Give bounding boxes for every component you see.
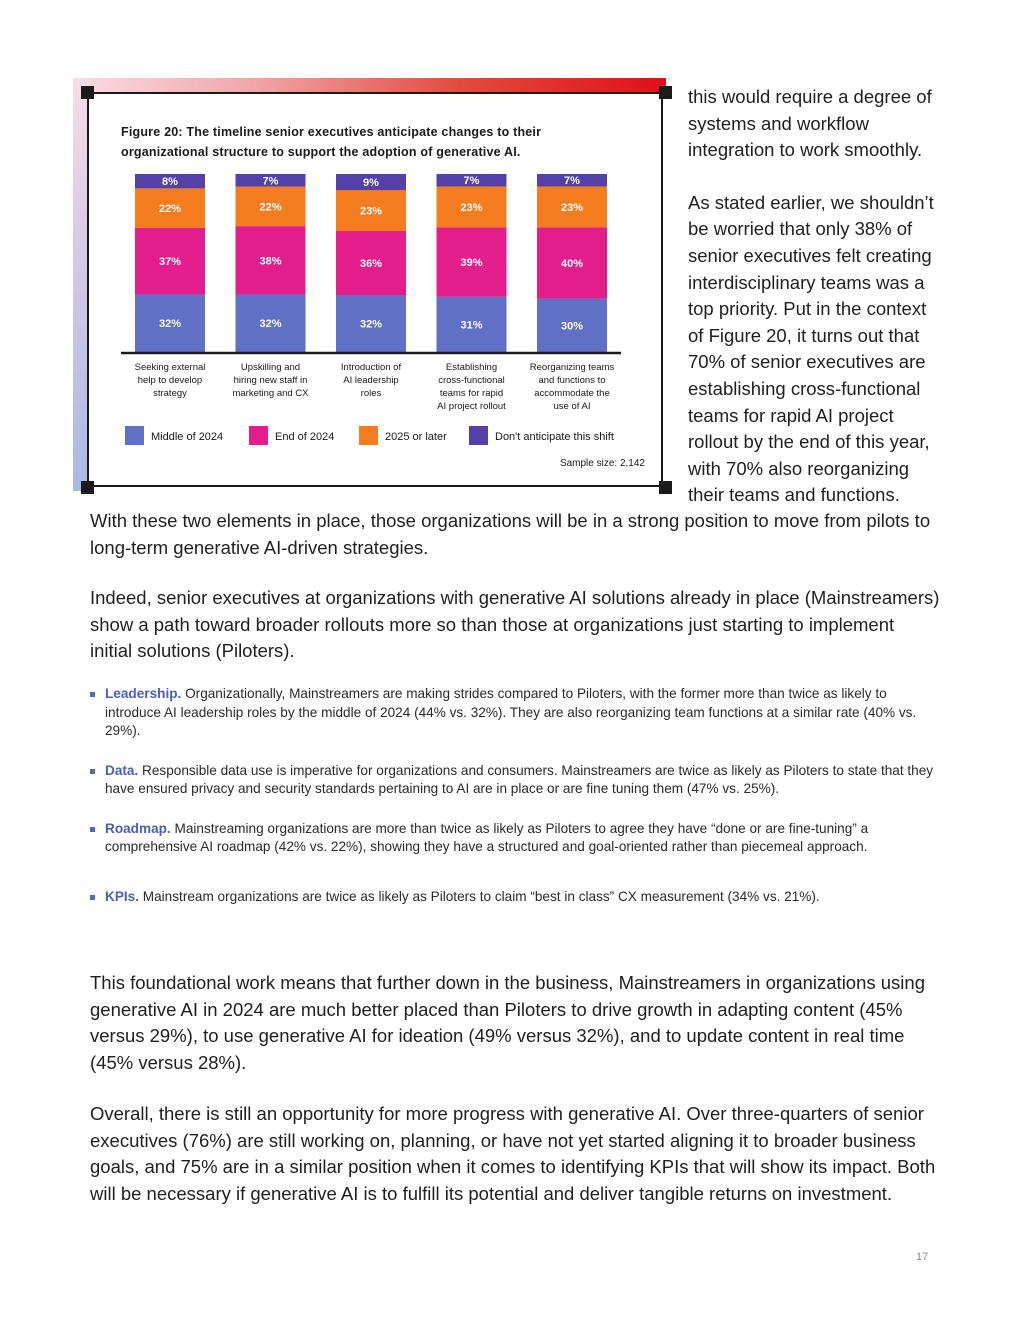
category-label: hiring new staff in [233,375,308,386]
bullet-item [90,762,935,799]
corner-marker [81,481,94,494]
bullet-lead: Leadership. [105,686,182,701]
stacked-bar-chart [89,94,665,489]
data-label: 39% [460,257,483,270]
side-column-text [688,84,938,535]
legend-swatch [125,426,144,445]
bullet-text: Responsible data use is imperative for organizations and consumers. Mainstreamers are twice as likely as Piloters to state that they have ensured privacy and security standards pertaining to AI are in place or are fine tuning them (47% vs. 25%). [105,762,934,796]
body-paragraph: Indeed, senior executives at organizations with generative AI solutions already in place (Mainstreamers) show a path toward broader rollouts more so than those at organizations just starting to implement initial solutions (Piloters). [90,587,940,662]
legend-swatch [469,426,488,445]
legend-label: End of 2024 [275,431,335,443]
category-label: and functions to [538,375,606,386]
category-label: accommodate the [534,388,610,399]
category-label: strategy [153,388,187,399]
figure-panel [73,78,666,491]
body-paragraph: Overall, there is still an opportunity for more progress with generative AI. Over three-quarters of senior executives (76%) are still working on, planning, or have not yet started aligning it to broader business goals, and 75% are in a similar position when it comes to identifying KPIs that will show its impact. Both will be necessary if generative AI is to fulfill its potential and deliver tangible returns on investment. [90,1103,936,1204]
page-number: 17 [916,1251,929,1263]
bullet-lead: Roadmap. [105,820,171,836]
category-label: Seeking external [134,362,206,373]
legend-swatch [249,426,268,445]
data-label: 32% [359,318,383,331]
data-label: 7% [262,175,279,188]
category-label: help to develop [137,375,203,386]
data-label: 23% [359,205,383,218]
category-label: teams for rapid [439,388,504,399]
data-label: 9% [363,177,379,190]
bullet-lead: KPIs. [105,888,139,904]
legend-label: 2025 or later [385,431,447,443]
legend-label: Don't anticipate this shift [495,431,614,443]
gradient-bar-top [73,78,666,92]
category-label: use of AI [553,401,591,412]
data-label: 7% [564,175,580,188]
legend-swatch [359,426,378,445]
sample-size-note: Sample size: 2,142 [559,458,645,469]
data-label: 22% [158,203,182,216]
body-paragraph: With these two elements in place, those organizations will be in a strong position to move from pilots to long-term generative AI-driven strategies. [90,510,931,558]
corner-marker [659,86,672,99]
bullet-lead: Data. [105,762,139,778]
bullet-text: Mainstreaming organizations are more than twice as likely as Piloters to agree they have “done or are fine-tuning” a comprehensive AI roadmap (42% vs. 22%), showing they have a structured and goal-oriented rather than piecemeal approach. [105,820,869,854]
category-label: roles [360,388,382,399]
body-paragraph: This foundational work means that further down in the business, Mainstreamers in organizations using generative AI in 2024 are much better placed than Piloters to drive growth in adapting content (45% versus 29%), to use generative AI for ideation (49% versus 32%), and to update content in real time (45% versus 28%). [90,972,925,1073]
gradient-bar-left [73,78,87,491]
bullet-list [90,685,935,927]
bullet-item [90,888,935,907]
data-label: 8% [162,176,178,189]
bullet-item [90,685,935,741]
category-label: AI project rollout [437,401,506,412]
data-label: 32% [158,318,182,331]
corner-marker [81,86,94,99]
category-label: Upskilling and [240,362,301,373]
category-label: AI leadership [343,375,399,386]
bullet-text: Organizationally, Mainstreamers are making strides compared to Piloters, with the former more than twice as likely to introduce AI leadership roles by the middle of 2024 (44% vs. 32%). They are also reorganizing team functions at a similar rate (40% vs. 29%). [105,686,917,738]
bullet-item [90,820,935,857]
legend-label: Middle of 2024 [151,431,224,443]
side-paragraph: As stated earlier, we shouldn’t be worried that only 38% of senior executives felt creating interdisciplinary teams was a top priority. Put in the context of Figure 20, it turns out that 70% of senior executives are establishing cross-functional teams for rapid AI project rollout by the end of this year, with 70% also reorganizing their teams and functions. [688,191,934,506]
data-label: 40% [560,258,584,270]
category-label: marketing and CX [232,388,309,399]
bullet-text: Mainstream organizations are twice as likely as Piloters to claim “best in class” CX measurement (34% vs. 21%). [139,888,820,904]
data-label: 37% [158,256,182,269]
data-label: 32% [259,318,282,331]
data-label: 22% [259,201,282,214]
data-label: 38% [259,255,282,268]
figure-box [87,92,663,487]
category-label: Reorganizing teams [529,362,615,373]
category-label: cross-functional [438,375,505,386]
data-label: 7% [463,175,480,188]
data-label: 36% [359,258,383,270]
data-label: 23% [460,201,483,214]
side-paragraph: this would require a degree of systems and workflow integration to work smoothly. [688,86,932,161]
category-label: Establishing [445,362,498,373]
category-label: Introduction of [340,362,402,373]
corner-marker [659,481,672,494]
data-label: 31% [460,319,483,332]
data-label: 30% [560,320,584,333]
data-label: 23% [560,201,584,214]
figure-title: Figure 20: The timeline senior executives anticipate changes to their organizational structure to support the adoption of generative AI. [121,125,542,159]
